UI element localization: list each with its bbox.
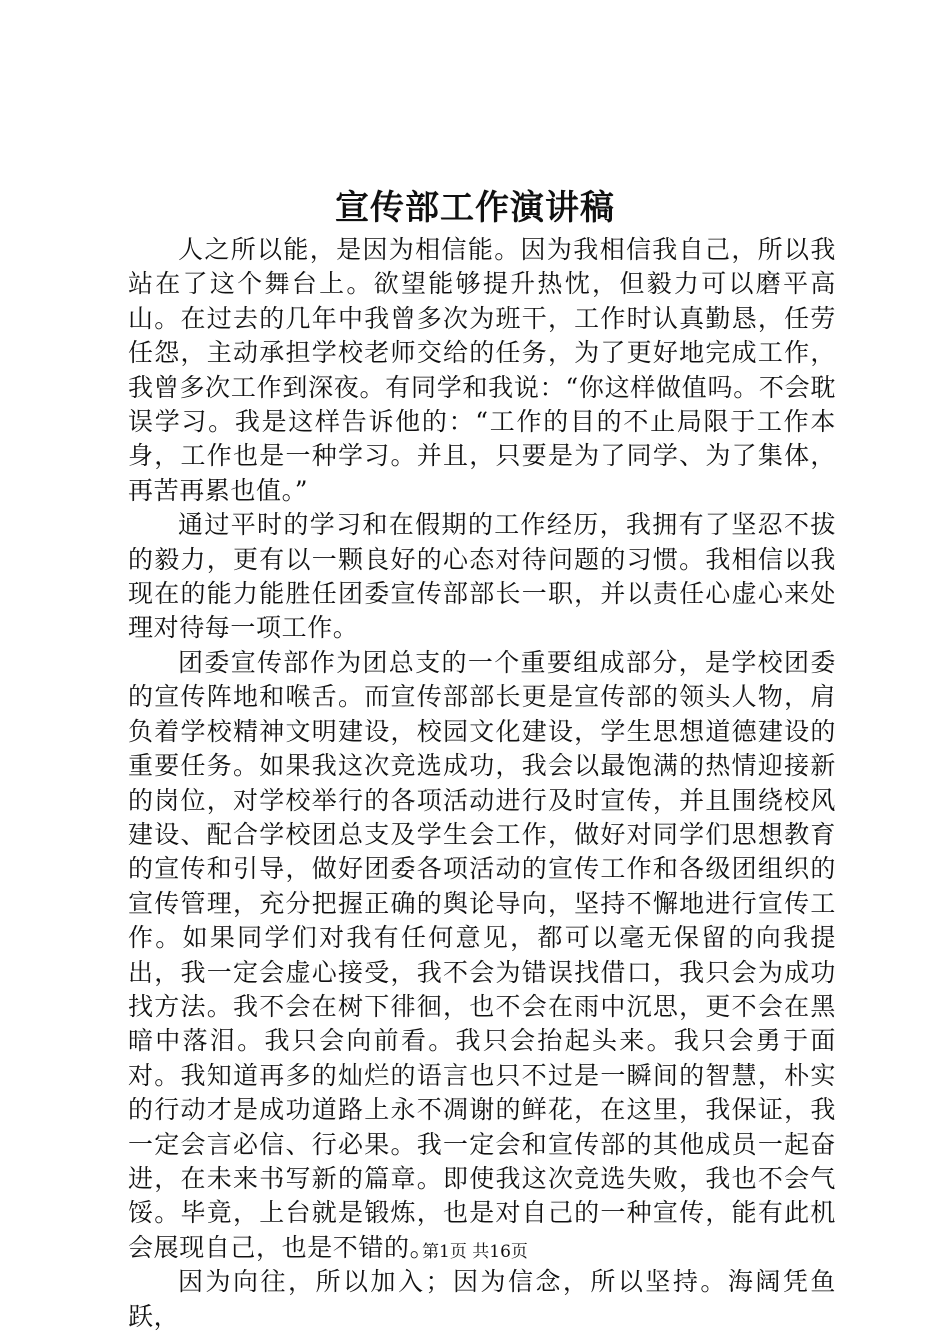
page-number-footer: 第1页 共16页 xyxy=(422,1242,528,1262)
paragraph-3: 团委宣传部作为团总支的一个重要组成部分，是学校团委的宣传阵地和喉舌。而宣传部部长更是宣传部的领头人物，肩负着学校精神文明建设，校园文化建设，学生思想道德建设的重要任务。如果我这次竞选成功，我会以最饱满的热情迎接新的岗位，对学校举行的各项活动进行及时宣传，并且围绕校风建设、配合学校团总支及学生会工作，做好对同学们思想教育的宣传和引导，做好团委各项活动的宣传工作和各级团组织的宣传管理，充分把握正确的舆论导向，坚持不懈地进行宣传工作。如果同学们对我有任何意见，都可以毫无保留的向我提出，我一定会虚心接受，我不会为错误找借口，我只会为成功找方法。我不会在树下徘徊，也不会在雨中沉思，更不会在黑暗中落泪。我只会向前看。我只会抬起头来。我只会勇于面对。我知道再多的灿烂的语言也只不过是一瞬间的智慧，朴实的行动才是成功道路上永不凋谢的鲜花，在这里，我保证，我一定会言必信、行必果。我一定会和宣传部的其他成员一起奋进，在未来书写新的篇章。即使我这次竞选失败，我也不会气馁。毕竟，上台就是锻炼，也是对自己的一种宣传，能有此机会展现自己，也是不错的。 xyxy=(128,647,836,1262)
document-body xyxy=(128,233,836,1334)
paragraph-4: 因为向往，所以加入；因为信念，所以坚持。海阔凭鱼跃， xyxy=(128,1267,836,1331)
document-title: 宣传部工作演讲稿 xyxy=(335,188,615,228)
paragraph-1: 人之所以能，是因为相信能。因为我相信我自己，所以我站在了这个舞台上。欲望能够提升热忱，但毅力可以磨平高山。在过去的几年中我曾多次为班干，工作时认真勤恳，任劳任怨，主动承担学校老师交给的任务，为了更好地完成工作，我曾多次工作到深夜。有同学和我说：“你这样做值吗。不会耽误学习。我是这样告诉他的：“工作的目的不止局限于工作本身，工作也是一种学习。并且，只要是为了同学、为了集体，再苦再累也值。” xyxy=(128,235,836,505)
paragraph-2: 通过平时的学习和在假期的工作经历，我拥有了坚忍不拔的毅力，更有以一颗良好的心态对待问题的习惯。我相信以我现在的能力能胜任团委宣传部部长一职，并以责任心虚心来处理对待每一项工作。 xyxy=(128,510,836,643)
